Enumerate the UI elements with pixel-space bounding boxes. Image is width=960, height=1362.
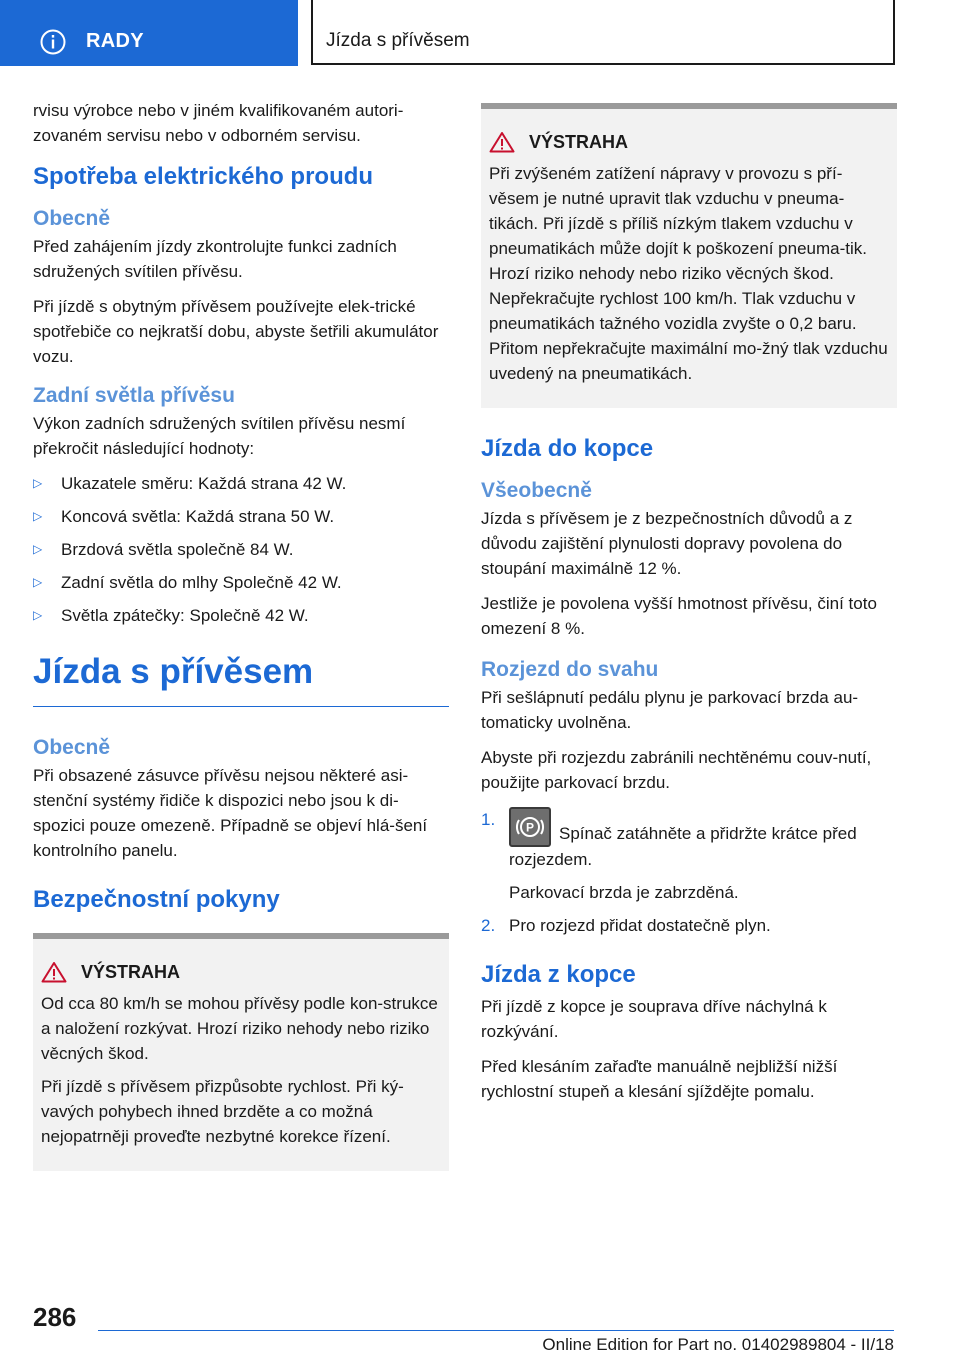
paragraph: Před klesáním zařaďte manuálně nejbližší nižší rychlostní stupeň a klesání sjíždějte pomalu. <box>481 1057 838 1101</box>
heading-general: Obecně <box>33 736 111 759</box>
heading-power: Spotřeba elektrického proudu <box>33 163 374 190</box>
list-item: ▷ Koncová světla: Každá strana 50 W. <box>33 504 449 529</box>
warning-text: Od cca 80 km/h se mohou přívěsy podle kon-strukce a naložení rozkývat. Hrozí riziko nehody nebo riziko věcných škod. <box>41 994 438 1063</box>
paragraph: Abyste při rozjezdu zabránili nechtěnému couv-nutí, použijte parkovací brzdu. <box>481 748 872 792</box>
step-item: 2. Pro rozjezd přidat dostatečně plyn. <box>481 916 771 935</box>
list-item: ▷ Světla zpátečky: Společně 42 W. <box>33 603 449 628</box>
header-divider-left <box>311 0 313 65</box>
header-divider-bottom <box>311 63 895 65</box>
heading-hill-start: Rozjezd do svahu <box>481 658 659 681</box>
paragraph: Jestliže je povolena vyšší hmotnost přívěsu, činí toto omezení 8 %. <box>481 594 877 638</box>
intro-paragraph: rvisu výrobce nebo v jiném kvalifikovaném autori-zovaném servisu nebo v odborném servisu. <box>33 101 404 145</box>
warning-triangle-icon <box>41 961 67 983</box>
triangle-bullet-icon: ▷ <box>33 542 43 556</box>
left-column <box>33 98 449 1193</box>
paragraph: Před zahájením jízdy zkontrolujte funkci zadních sdružených svítilen přívěsu. <box>33 237 397 281</box>
svg-text:P: P <box>525 820 535 835</box>
heading-uphill: Jízda do kopce <box>481 435 654 462</box>
info-icon <box>40 29 66 55</box>
steps-list <box>481 807 897 938</box>
warning-text: Při zvýšeném zatížení nápravy v provozu s pří-věsem je nutné upravit tlak vzduchu v pneuma-tikách. Při jízdě s příliš nízkým tlakem vzduchu v pneumatikách může dojít k poškození pneuma-tik. Hrozí riziko nehody nebo riziko věcných škod. Nepřekračujte rychlost 100 km/h. Tlak vzduchu v pneumatikách tažného vozidla zvyšte o 0,2 baru. Přitom nepřekračujte maximální mo-žný tlak vzduchu uvedený na pneumatikách. <box>489 164 888 383</box>
lights-list <box>33 471 449 628</box>
paragraph: Výkon zadních sdružených svítilen přívěsu nesmí překročit následující hodnoty: <box>33 414 406 458</box>
triangle-bullet-icon: ▷ <box>33 476 43 490</box>
section-title: Jízda s přívěsem <box>326 30 470 51</box>
heading-downhill: Jízda z kopce <box>481 961 636 988</box>
warning-title: VÝSTRAHA <box>41 961 441 983</box>
tab-rady-label: RADY <box>86 30 144 52</box>
triangle-bullet-icon: ▷ <box>33 608 43 622</box>
warning-triangle-icon <box>489 131 515 153</box>
warning-title: VÝSTRAHA <box>489 131 889 153</box>
heading-trailer-lights: Zadní světla přívěsu <box>33 384 235 407</box>
heading-general: Všeobecně <box>481 479 592 502</box>
heading-general: Obecně <box>33 207 111 230</box>
tab-rady[interactable] <box>0 0 298 66</box>
paragraph: Při jízdě s obytným přívěsem používejte elek-trické spotřebiče co nejkratší dobu, abyste šetřili akumulátor vozu. <box>33 297 439 366</box>
heading-rule <box>33 706 449 707</box>
warning-box <box>33 933 449 1171</box>
footer-rule <box>98 1330 894 1331</box>
paragraph: Při jízdě z kopce je souprava dříve náchylná k rozkývání. <box>481 997 827 1041</box>
list-item: ▷ Ukazatele směru: Každá strana 42 W. <box>33 471 449 496</box>
triangle-bullet-icon: ▷ <box>33 509 43 523</box>
triangle-bullet-icon: ▷ <box>33 575 43 589</box>
step-note: Parkovací brzda je zabrzděná. <box>509 883 739 902</box>
main-heading: Jízda s přívěsem <box>33 652 314 691</box>
paragraph: Jízda s přívěsem je z bezpečnostních důvodů a z důvodu zajištění plynulosti dopravy povolena do stoupání maximálně 12 %. <box>481 509 853 578</box>
heading-safety: Bezpečnostní pokyny <box>33 886 280 913</box>
warning-box <box>481 103 897 408</box>
page-header <box>0 0 960 66</box>
warning-text: Při jízdě s přívěsem přizpůsobte rychlost. Při ký-vavých pohybech ihned brzděte a co možná nejopatrněji proveďte nezbytné korekce řízení. <box>41 1077 404 1146</box>
paragraph: Při obsazené zásuvce přívěsu nejsou některé asi-stenční systémy řidiče k dispozici nebo jsou k di-spozici pouze omezeně. Případně se objeví hlá-šení kontrolního panelu. <box>33 766 428 860</box>
edition-note: Online Edition for Part no. 01402989804 - II/18 <box>542 1335 894 1354</box>
header-divider-right <box>893 0 895 65</box>
paragraph: Při sešlápnutí pedálu plynu je parkovací brzda au-tomaticky uvolněna. <box>481 688 859 732</box>
step-item: 1. P Spínač zatáhněte a přidržte krátce před rozjezdem. Parkovací brzda je zabrzděná. <box>481 807 897 905</box>
list-item: ▷ Brzdová světla společně 84 W. <box>33 537 449 562</box>
right-column <box>481 98 897 1114</box>
list-item: ▷ Zadní světla do mlhy Společně 42 W. <box>33 570 449 595</box>
parking-brake-icon <box>509 807 551 847</box>
page-number: 286 <box>33 1302 77 1332</box>
